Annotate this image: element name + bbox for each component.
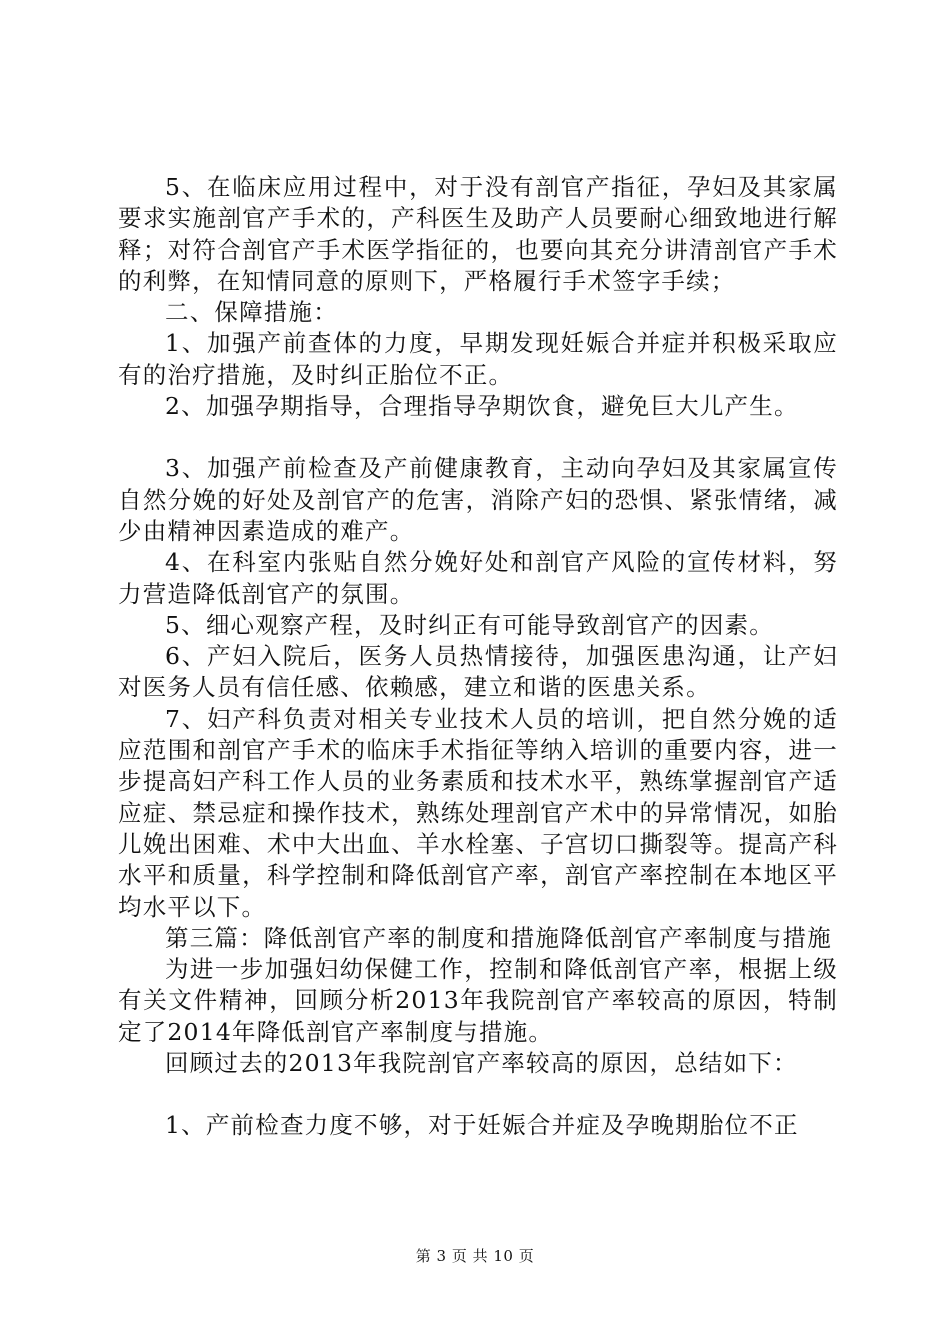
paragraph-measure-4: 4、在科室内张贴自然分娩好处和剖官产风险的宣传材料，努力营造降低剖官产的氛围。 xyxy=(118,548,838,608)
paragraph-measure-1: 1、加强产前查体的力度，早期发现妊娠合并症并积极采取应有的治疗措施，及时纠正胎位不正。 xyxy=(118,329,838,389)
paragraph-measure-3: 3、加强产前检查及产前健康教育，主动向孕妇及其家属宣传自然分娩的好处及剖官产的危害，消除产妇的恐惧、紧张情绪，减少由精神因素造成的难产。 xyxy=(118,454,838,545)
paragraph-cause-1: 1、产前检查力度不够，对于妊娠合并症及孕晚期胎位不正 xyxy=(165,1111,799,1140)
page-footer: 第 3 页 共 10 页 xyxy=(415,1247,535,1265)
section-heading-safeguards: 二、保障措施： xyxy=(165,298,338,327)
paragraph-review: 回顾过去的2013年我院剖官产率较高的原因，总结如下： xyxy=(165,1049,798,1078)
paragraph-measure-5: 5、细心观察产程，及时纠正有可能导致剖官产的因素。 xyxy=(165,610,774,639)
document-body xyxy=(118,172,838,1142)
paragraph-measure-6: 6、产妇入院后，医务人员热情接待，加强医患沟通，让产妇对医务人员有信任感、依赖感，建立和谐的医患关系。 xyxy=(118,642,838,702)
paragraph-measure-2: 2、加强孕期指导，合理指导孕期饮食，避免巨大儿产生。 xyxy=(165,392,799,421)
paragraph-measure-7: 7、妇产科负责对相关专业技术人员的培训，把自然分娩的适应范围和剖官产手术的临床手术指征等纳入培训的重要内容，进一步提高妇产科工作人员的业务素质和技术水平，熟练掌握剖官产适应症、禁忌症和操作技术，熟练处理剖官产术中的异常情况，如胎儿娩出困难、术中大出血、羊水栓塞、子宫切口撕裂等。提高产科水平和质量，科学控制和降低剖官产率，剖官产率控制在本地区平均水平以下。 xyxy=(118,704,838,921)
paragraph-item-5-explanation: 5、在临床应用过程中，对于没有剖官产指征，孕妇及其家属要求实施剖官产手术的，产科医生及助产人员要耐心细致地进行解释；对符合剖官产手术医学指征的，也要向其充分讲清剖官产手术的利弊，在知情同意的原则下，严格履行手术签字手续； xyxy=(118,173,838,295)
chapter-heading-part-three: 第三篇：降低剖官产率的制度和措施降低剖官产率制度与措施 xyxy=(165,923,832,952)
paragraph-intro: 为进一步加强妇幼保健工作，控制和降低剖官产率，根据上级有关文件精神，回顾分析2013年我院剖官产率较高的原因，特制定了2014年降低剖官产率制度与措施。 xyxy=(118,955,838,1046)
